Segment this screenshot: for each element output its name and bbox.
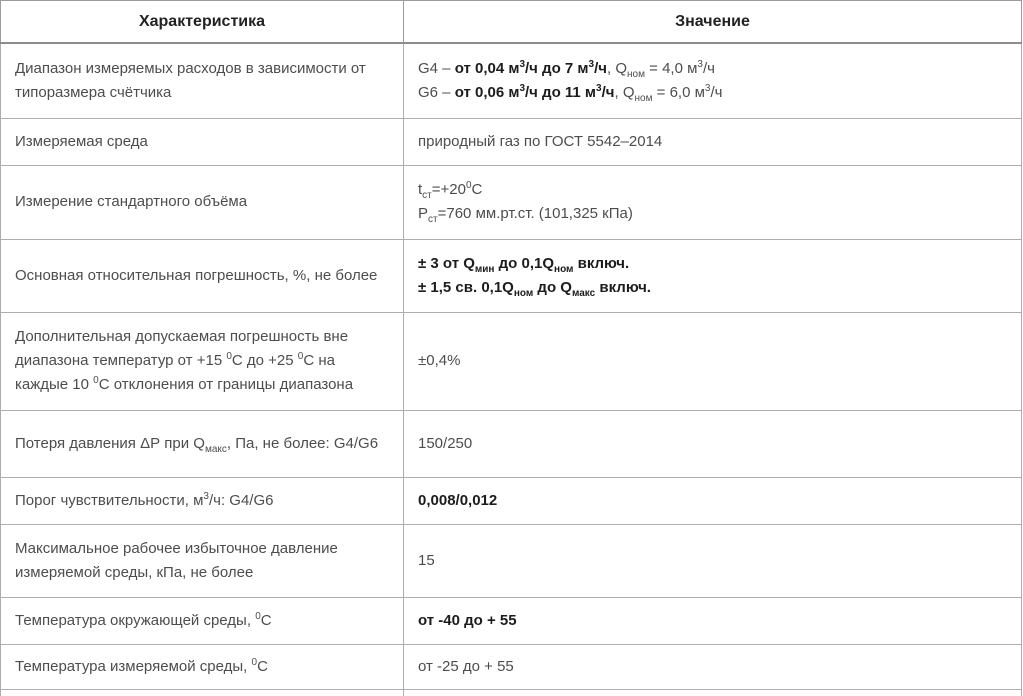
characteristic-cell (1, 689, 404, 696)
value-cell: от -25 до + 55 (404, 644, 1022, 689)
table-header-row (1, 1, 1022, 44)
table-row (1, 524, 1022, 597)
table-row (1, 165, 1022, 239)
characteristic-cell: Измеряемая среда (1, 118, 404, 165)
table-body (1, 43, 1022, 696)
characteristic-cell: Диапазон измеряемых расходов в зависимости от типоразмера счётчика (1, 43, 404, 118)
characteristic-cell: Потеря давления ΔР при $Q_{макс}$, Па, не более: G4/G6 (1, 410, 404, 477)
table-row (1, 410, 1022, 477)
characteristic-cell: Максимальное рабочее избыточное давление измеряемой среды, кПа, не более (1, 524, 404, 597)
table-row (1, 118, 1022, 165)
table-row (1, 312, 1022, 410)
table-row (1, 43, 1022, 118)
value-cell: G4 – от 0,04 $м^3/ч$ до 7 $м^3/ч$, $Q_{ном} = 4,0$ $м^3/ч$ G6 – от 0,06 $м^3/ч$ до 11 $м^3/ч$, $Q_{ном} = 6,0$ $м^3/ч$ (404, 43, 1022, 118)
value-cell (404, 689, 1022, 696)
value-cell: 150/250 (404, 410, 1022, 477)
table-row (1, 239, 1022, 312)
value-cell: ±0,4% (404, 312, 1022, 410)
characteristic-cell: Дополнительная допускаемая погрешность вне диапазона температур от +15 $^0$С до +25 $^0$С на каждые 10 $^0$С отклонения от границы диапазона (1, 312, 404, 410)
value-cell: $t_{ст}=+20^0С$ $Р_{ст}=760$ мм.рт.ст. (101,325 кПа) (404, 165, 1022, 239)
characteristic-cell: Температура окружающей среды, $^0$С (1, 597, 404, 644)
column-header-characteristic: Характеристика (1, 1, 404, 44)
value-cell: от -40 до + 55 (404, 597, 1022, 644)
value-cell: ± 3 от $Q_{мин}$ до $0,1Q_{ном}$ включ. ± 1,5 св. $0,1Q_{ном}$ до $Q_{макс}$ включ. (404, 239, 1022, 312)
value-cell: природный газ по ГОСТ 5542–2014 (404, 118, 1022, 165)
characteristic-cell: Порог чувствительности, $м^3/ч$: G4/G6 (1, 477, 404, 524)
table-row (1, 597, 1022, 644)
characteristic-cell: Измерение стандартного объёма (1, 165, 404, 239)
value-cell: 0,008/0,012 (404, 477, 1022, 524)
column-header-value: Значение (404, 1, 1022, 44)
table-row (1, 689, 1022, 696)
characteristic-cell: Основная относительная погрешность, %, не более (1, 239, 404, 312)
table-row (1, 644, 1022, 689)
characteristic-cell: Температура измеряемой среды, $^0$С (1, 644, 404, 689)
table-row (1, 477, 1022, 524)
value-cell: 15 (404, 524, 1022, 597)
